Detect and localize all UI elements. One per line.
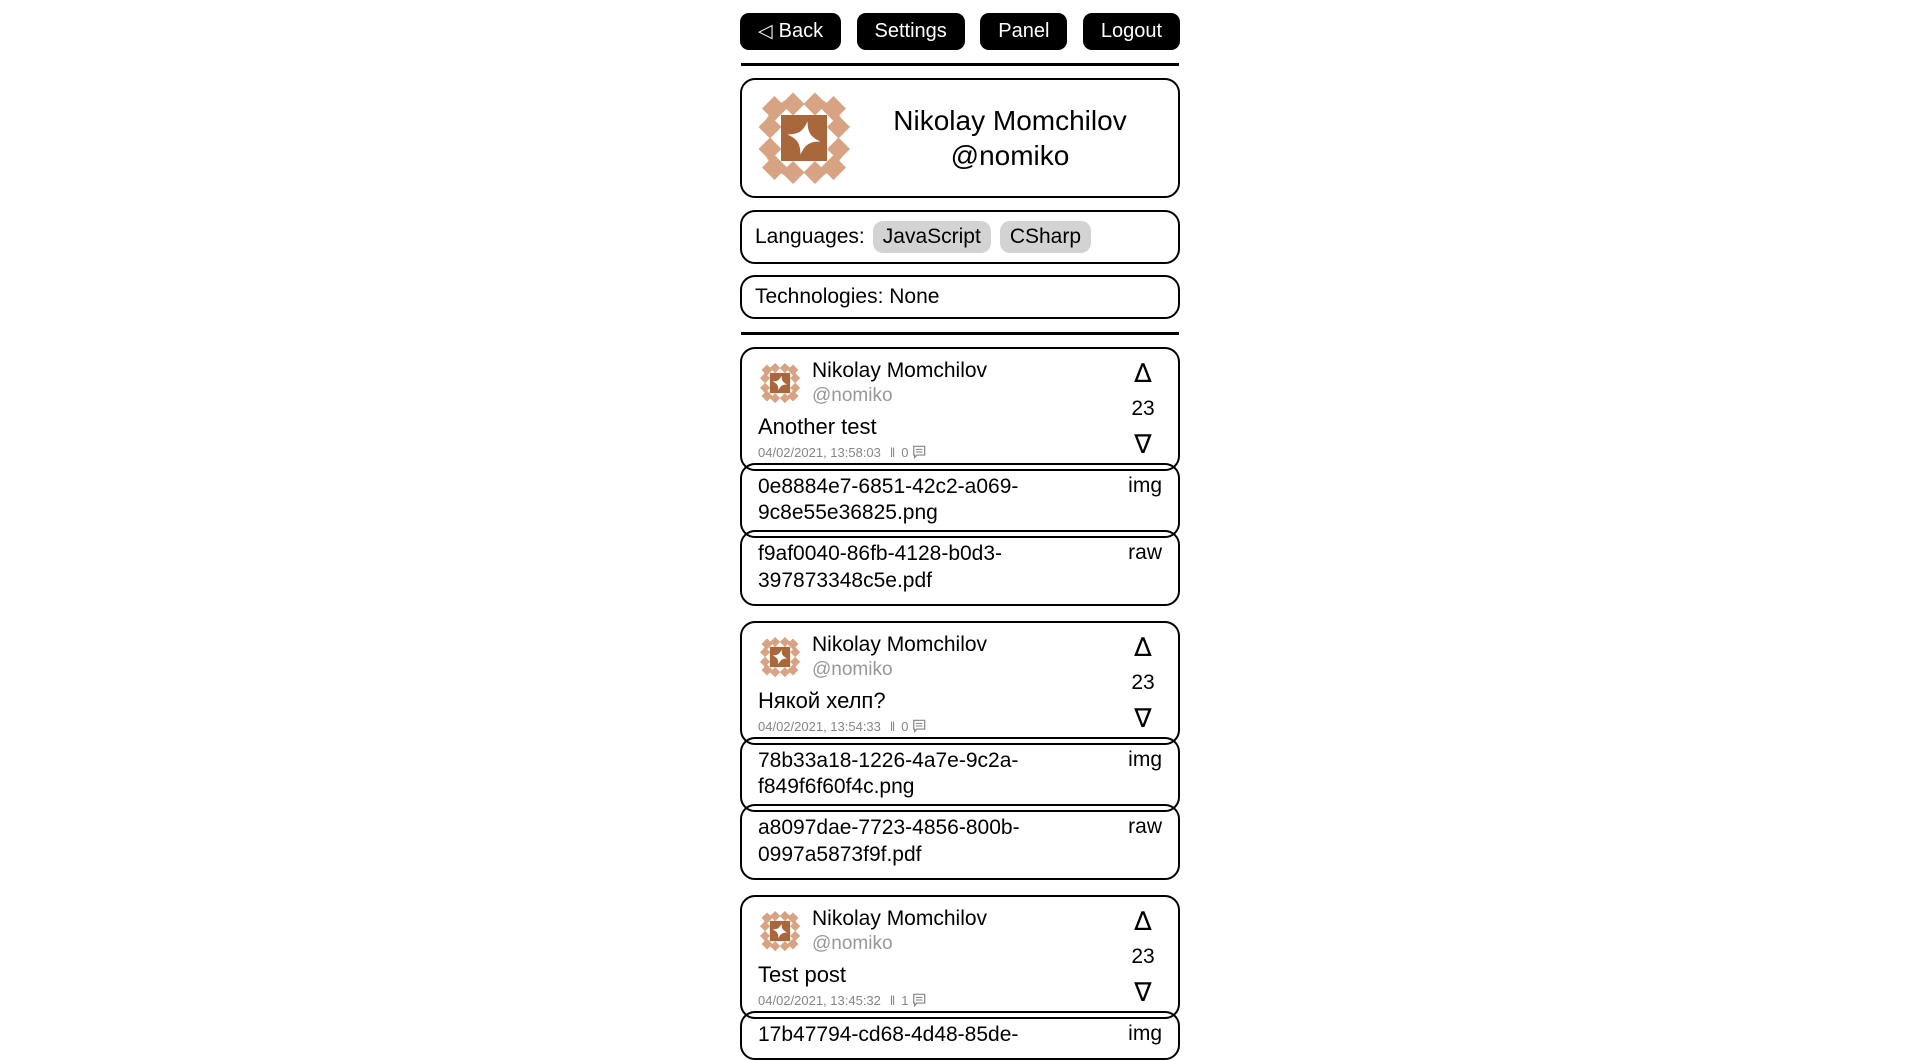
- upvote-button[interactable]: ∆: [1134, 632, 1152, 663]
- upvote-button[interactable]: ∆: [1134, 906, 1152, 937]
- post-title: Някой хелп?: [758, 687, 886, 713]
- back-arrow-icon: ◁: [758, 21, 773, 42]
- settings-button[interactable]: Settings: [857, 13, 965, 50]
- attachment-type-label: raw: [1128, 541, 1162, 565]
- post-group: [740, 621, 1180, 880]
- downvote-button[interactable]: ∇: [1134, 429, 1152, 460]
- post-meta: [758, 993, 1116, 1008]
- attachment-row[interactable]: [740, 530, 1180, 606]
- post-author-handle: @nomiko: [812, 659, 893, 681]
- attachment-type-label: img: [1128, 747, 1162, 771]
- attachment-filename: 17b47794-cd68-4d48-85de-: [758, 1022, 1019, 1046]
- comment-icon: [912, 445, 926, 459]
- technologies-card: [740, 275, 1180, 319]
- vote-column: [1124, 633, 1162, 734]
- logout-button[interactable]: Logout: [1083, 13, 1180, 50]
- post-card[interactable]: [740, 621, 1180, 745]
- post-meta: [758, 445, 1116, 460]
- attachment-row[interactable]: [740, 804, 1180, 880]
- post-timestamp: 04/02/2021, 13:45:32: [758, 992, 881, 1008]
- top-nav: [740, 13, 1180, 50]
- language-tag-javascript: JavaScript: [873, 221, 991, 253]
- post-author-row: [758, 633, 1116, 681]
- vote-count: 23: [1131, 671, 1155, 695]
- meta-separator: ‖: [889, 444, 896, 460]
- divider-posts: [741, 332, 1179, 335]
- downvote-button[interactable]: ∇: [1134, 977, 1152, 1008]
- profile-name-block: [854, 103, 1166, 173]
- attachment-row[interactable]: [740, 1011, 1180, 1060]
- attachment-type-label: raw: [1128, 815, 1162, 839]
- post-author-row: [758, 907, 1116, 955]
- post-title: Another test: [758, 413, 877, 439]
- back-button-label: Back: [778, 20, 824, 42]
- post-author-avatar-identicon: [758, 635, 802, 679]
- post-author-name: Nikolay Momchilov: [812, 359, 988, 382]
- post-main: [758, 633, 1116, 734]
- post-author-name: Nikolay Momchilov: [812, 632, 988, 656]
- post-main: [758, 359, 1116, 460]
- languages-card: [740, 210, 1180, 264]
- comment-icon: [912, 719, 926, 733]
- attachment-filename: 0e8884e7-6851-42c2-a069-9c8e55e36825.png: [758, 474, 1019, 525]
- attachment-filename: a8097dae-7723-4856-800b-0997a5873f9f.pdf: [758, 816, 1020, 866]
- post-title: Test post: [758, 961, 847, 987]
- post-author-handle: @nomiko: [812, 933, 893, 955]
- vote-column: [1124, 907, 1162, 1008]
- post-card[interactable]: [740, 347, 1180, 471]
- post-author-row: [758, 359, 1116, 407]
- divider-top: [741, 63, 1179, 66]
- post-author-block: [812, 907, 987, 955]
- post-comment-count: 0: [901, 718, 909, 734]
- profile-avatar-identicon: [754, 88, 854, 188]
- attachment-filename: 78b33a18-1226-4a7e-9c2a-f849f6f60f4c.png: [758, 748, 1019, 799]
- comment-icon: [912, 993, 926, 1007]
- technologies-label: Technologies: None: [755, 285, 940, 308]
- downvote-button[interactable]: ∇: [1134, 703, 1152, 734]
- attachment-filename: f9af0040-86fb-4128-b0d3-397873348c5e.pdf: [758, 542, 1003, 592]
- post-meta: [758, 719, 1116, 734]
- post-author-name: Nikolay Momchilov: [812, 906, 988, 930]
- post-comment-count: 1: [901, 992, 909, 1008]
- meta-separator: ‖: [889, 718, 896, 734]
- post-author-block: [812, 633, 987, 681]
- post-author-block: [812, 359, 987, 407]
- post-comment-count: 0: [901, 444, 909, 460]
- vote-column: [1124, 359, 1162, 460]
- vote-count: 23: [1131, 397, 1155, 421]
- vote-count: 23: [1131, 945, 1155, 969]
- profile-handle: @nomiko: [950, 140, 1070, 171]
- post-author-avatar-identicon: [758, 361, 802, 405]
- post-card[interactable]: [740, 895, 1180, 1019]
- profile-name: Nikolay Momchilov: [893, 105, 1127, 136]
- attachment-type-label: img: [1128, 473, 1162, 497]
- upvote-button[interactable]: ∆: [1134, 359, 1152, 389]
- profile-card: [740, 78, 1180, 198]
- page-content: [740, 0, 1180, 1060]
- post-group: [740, 347, 1180, 606]
- attachment-row[interactable]: [740, 737, 1180, 813]
- languages-label: Languages:: [755, 225, 865, 248]
- language-tag-csharp: CSharp: [1000, 221, 1091, 253]
- post-timestamp: 04/02/2021, 13:54:33: [758, 718, 881, 734]
- post-main: [758, 907, 1116, 1008]
- attachment-row[interactable]: [740, 463, 1180, 539]
- post-timestamp: 04/02/2021, 13:58:03: [758, 444, 881, 460]
- attachment-type-label: img: [1128, 1021, 1162, 1045]
- post-author-avatar-identicon: [758, 909, 802, 953]
- panel-button[interactable]: Panel: [980, 13, 1067, 50]
- post-author-handle: @nomiko: [812, 385, 893, 407]
- back-button[interactable]: [740, 13, 841, 50]
- post-group: [740, 895, 1180, 1060]
- meta-separator: ‖: [889, 992, 896, 1008]
